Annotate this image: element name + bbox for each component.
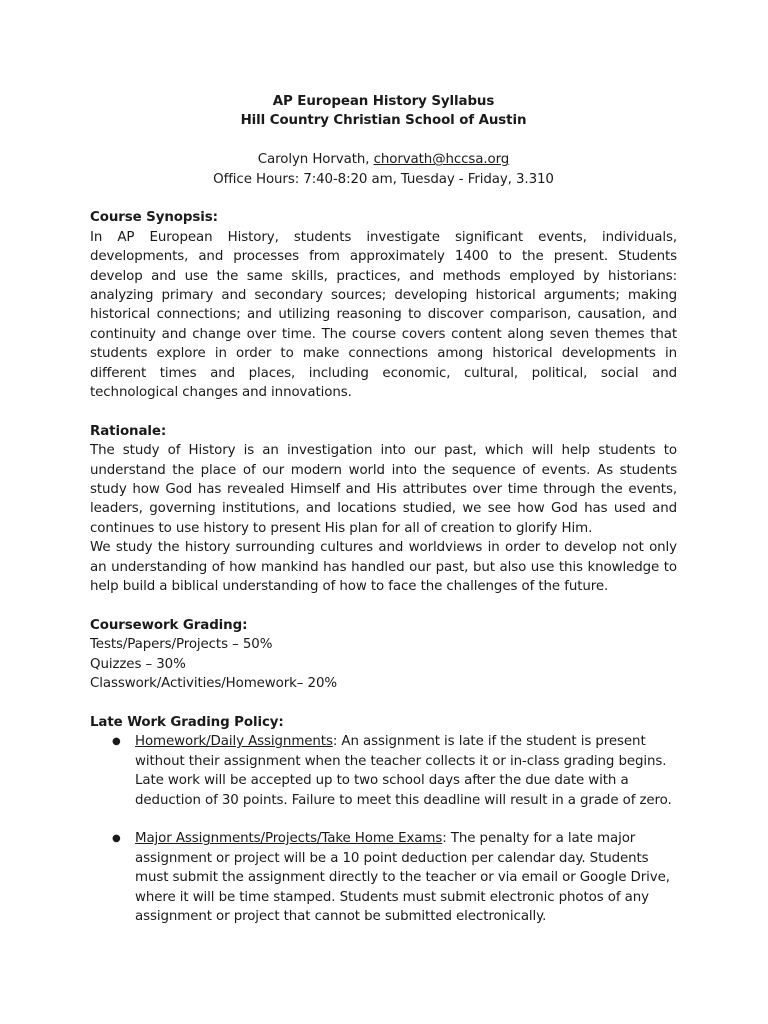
late-policy-text: : An assignment is late if the student is present without their assignment when the teacher collects it or in-class grading begins. Late work will be accepted up to two school days after the due date with a deduction of 30 points. Failure to meet this deadline will result in a grade of zero.	[135, 734, 672, 808]
late-policy-heading: Late Work Grading Policy:	[90, 714, 284, 730]
document-content	[90, 92, 677, 926]
late-policy-term: Major Assignments/Projects/Take Home Exams	[135, 831, 443, 847]
teacher-contact	[90, 150, 677, 169]
grading-heading: Coursework Grading:	[90, 617, 248, 633]
synopsis-body: In AP European History, students investigate significant events, individuals, developments, and processes from approximately 1400 to the present. Students develop and use the same skills, practices, and methods employed by historians: analyzing primary and secondary sources; developing historical arguments; making historical connections; and utilizing reasoning to discover comparison, causation, and continuity and change over time. The course covers content along seven themes that students explore in order to make connections among historical developments in different times and places, including economic, cultural, political, social and technological changes and innovations.	[90, 229, 677, 401]
late-policy-text: : The penalty for a late major assignment or project will be a 10 point deduction per calendar day. Students must submit the assignment directly to the teacher or via email or Google Drive, where it will be time stamped. Students must submit electronic photos of any assignment or project that cannot be submitted electronically.	[135, 831, 670, 924]
document-title: AP European History Syllabus	[272, 94, 495, 109]
rationale-paragraph-1: The study of History is an investigation into our past, which will help students to understand the place of our modern world into the sequence of events. As students study how God has revealed Himself and His attributes over time through the events, leaders, governing institutions, and locations studied, we see how God has used and continues to use history to present His plan for all of creation to glorify Him.	[90, 443, 677, 536]
late-policy-list	[90, 732, 677, 926]
bullet-icon: ●	[112, 833, 121, 845]
bullet-icon: ●	[112, 736, 121, 748]
late-policy-item-homework	[90, 732, 677, 810]
rationale-paragraph-2: We study the history surrounding cultures and worldviews in order to develop not only an understanding of how mankind has handled our past, but also use this knowledge to help build a biblical understanding of how to face the challenges of the future.	[90, 540, 677, 595]
teacher-name: Carolyn Horvath,	[257, 152, 374, 168]
grading-item-tests: Tests/Papers/Projects – 50%	[90, 637, 273, 653]
late-policy-item-major	[90, 829, 677, 926]
grading-item-classwork: Classwork/Activities/Homework– 20%	[90, 676, 338, 692]
teacher-email-link[interactable]: chorvath@hccsa.org	[373, 152, 510, 168]
late-policy-term: Homework/Daily Assignments	[135, 734, 333, 750]
office-hours: Office Hours: 7:40-8:20 am, Tuesday - Friday, 3.310	[213, 171, 554, 187]
rationale-heading: Rationale:	[90, 423, 167, 439]
synopsis-heading: Course Synopsis:	[90, 210, 218, 226]
grading-item-quizzes: Quizzes – 30%	[90, 656, 186, 672]
school-name: Hill Country Christian School of Austin	[240, 113, 527, 129]
